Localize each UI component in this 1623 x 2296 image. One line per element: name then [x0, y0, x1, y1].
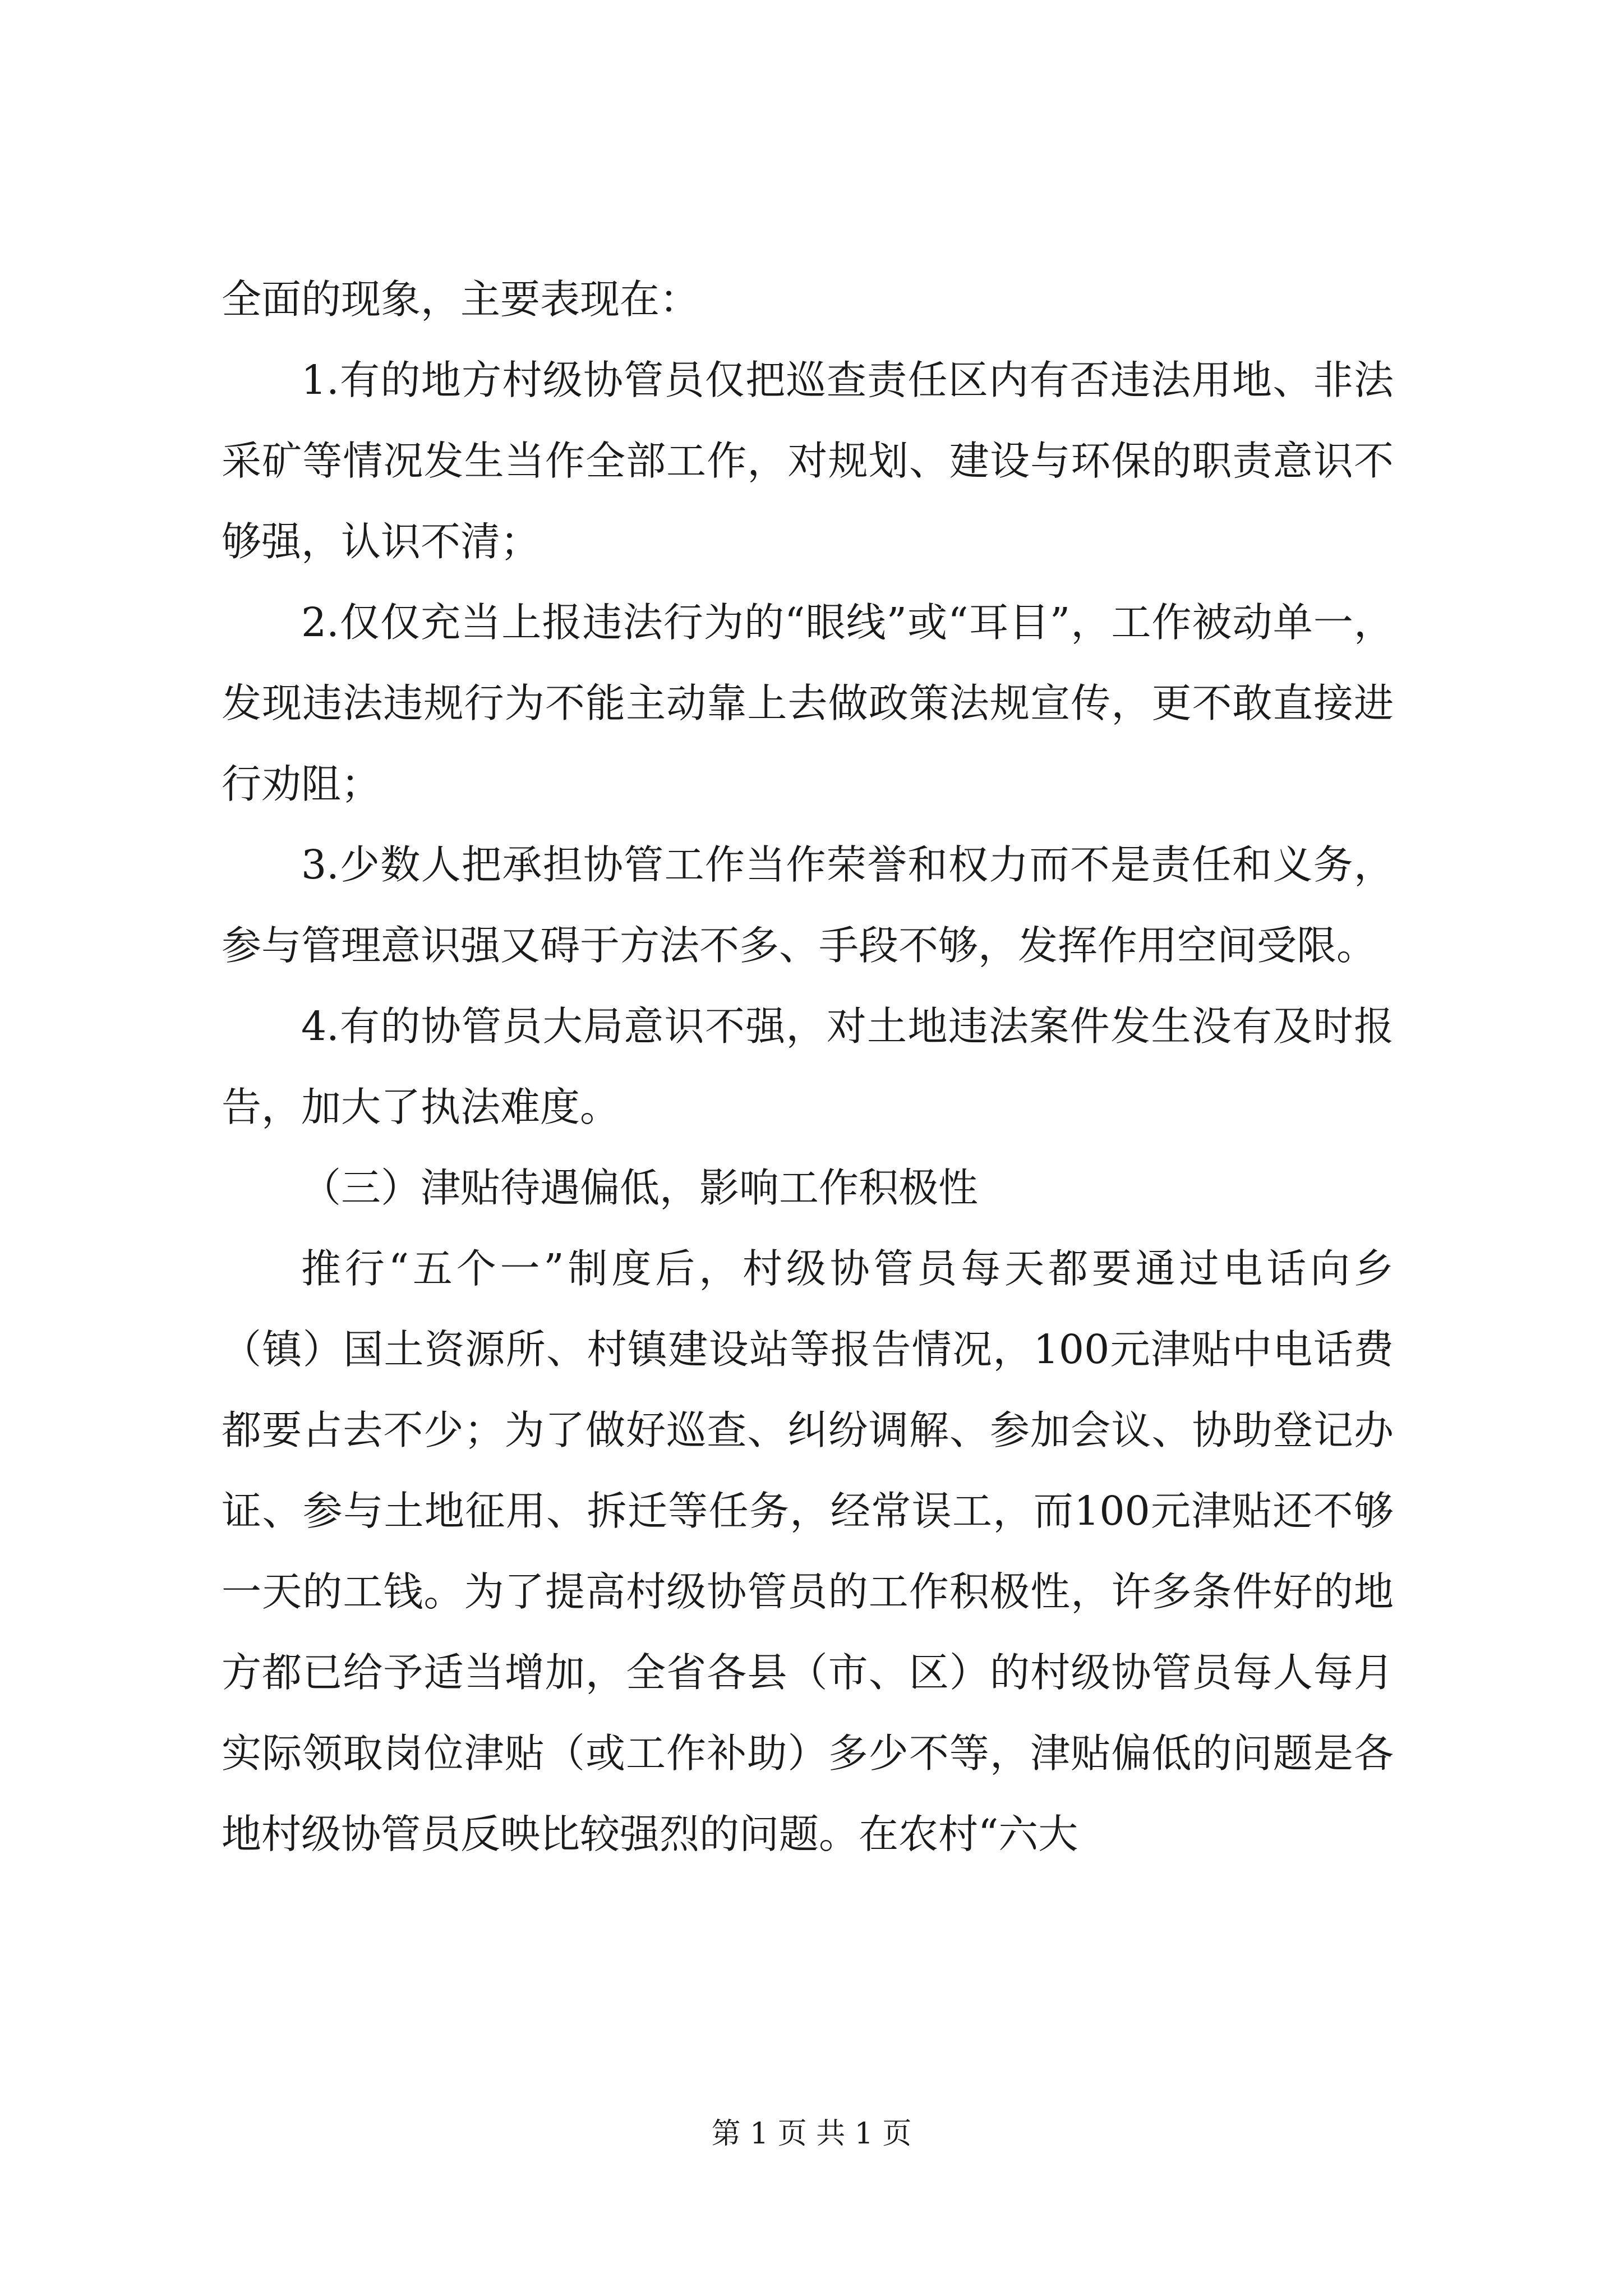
section-heading: （三）津贴待遇偏低，影响工作积极性 — [301, 1165, 979, 1211]
body-paragraph: 推行“五个一”制度后，村级协管员每天都要通过电话向乡（镇）国土资源所、村镇建设站等报告情况，100元津贴中电话费都要占去不少；为了做好巡查、纠纷调解、参加会议、协助登记办证、参与土地征用、拆迁等任务，经常误工，而100元津贴还不够一天的工钱。为了提高村级协管员的工作积极性，许多条件好的地方都已给予适当增加，全省各县（市、区）的村级协管员每人每月实际领取岗位津贴（或工作补助）多少不等，津贴偏低的问题是各地村级协管员反映比较强烈的问题。在农村“六大 — [222, 1245, 1394, 1857]
list-item-4: 4.有的协管员大局意识不强，对土地违法案件发生没有及时报告，加大了执法难度。 — [222, 1003, 1394, 1130]
paragraph-continuation: 全面的现象，主要表现在： — [222, 276, 700, 323]
document-body — [222, 259, 1394, 1875]
list-item-1: 1.有的地方村级协管员仅把巡查责任区内有否违法用地、非法采矿等情况发生当作全部工作，对规划、建设与环保的职责意识不够强，认识不清； — [222, 357, 1394, 565]
page-footer: 第 1 页 共 1 页 — [711, 2117, 912, 2151]
list-item-3: 3.少数人把承担协管工作当作荣誉和权力而不是责任和义务，参与管理意识强又碍于方法不多、手段不够，发挥作用空间受限。 — [222, 841, 1394, 969]
list-item-2: 2.仅仅充当上报违法行为的“眼线”或“耳目”，工作被动单一，发现违法违规行为不能主动靠上去做政策法规宣传，更不敢直接进行劝阻； — [222, 599, 1394, 807]
